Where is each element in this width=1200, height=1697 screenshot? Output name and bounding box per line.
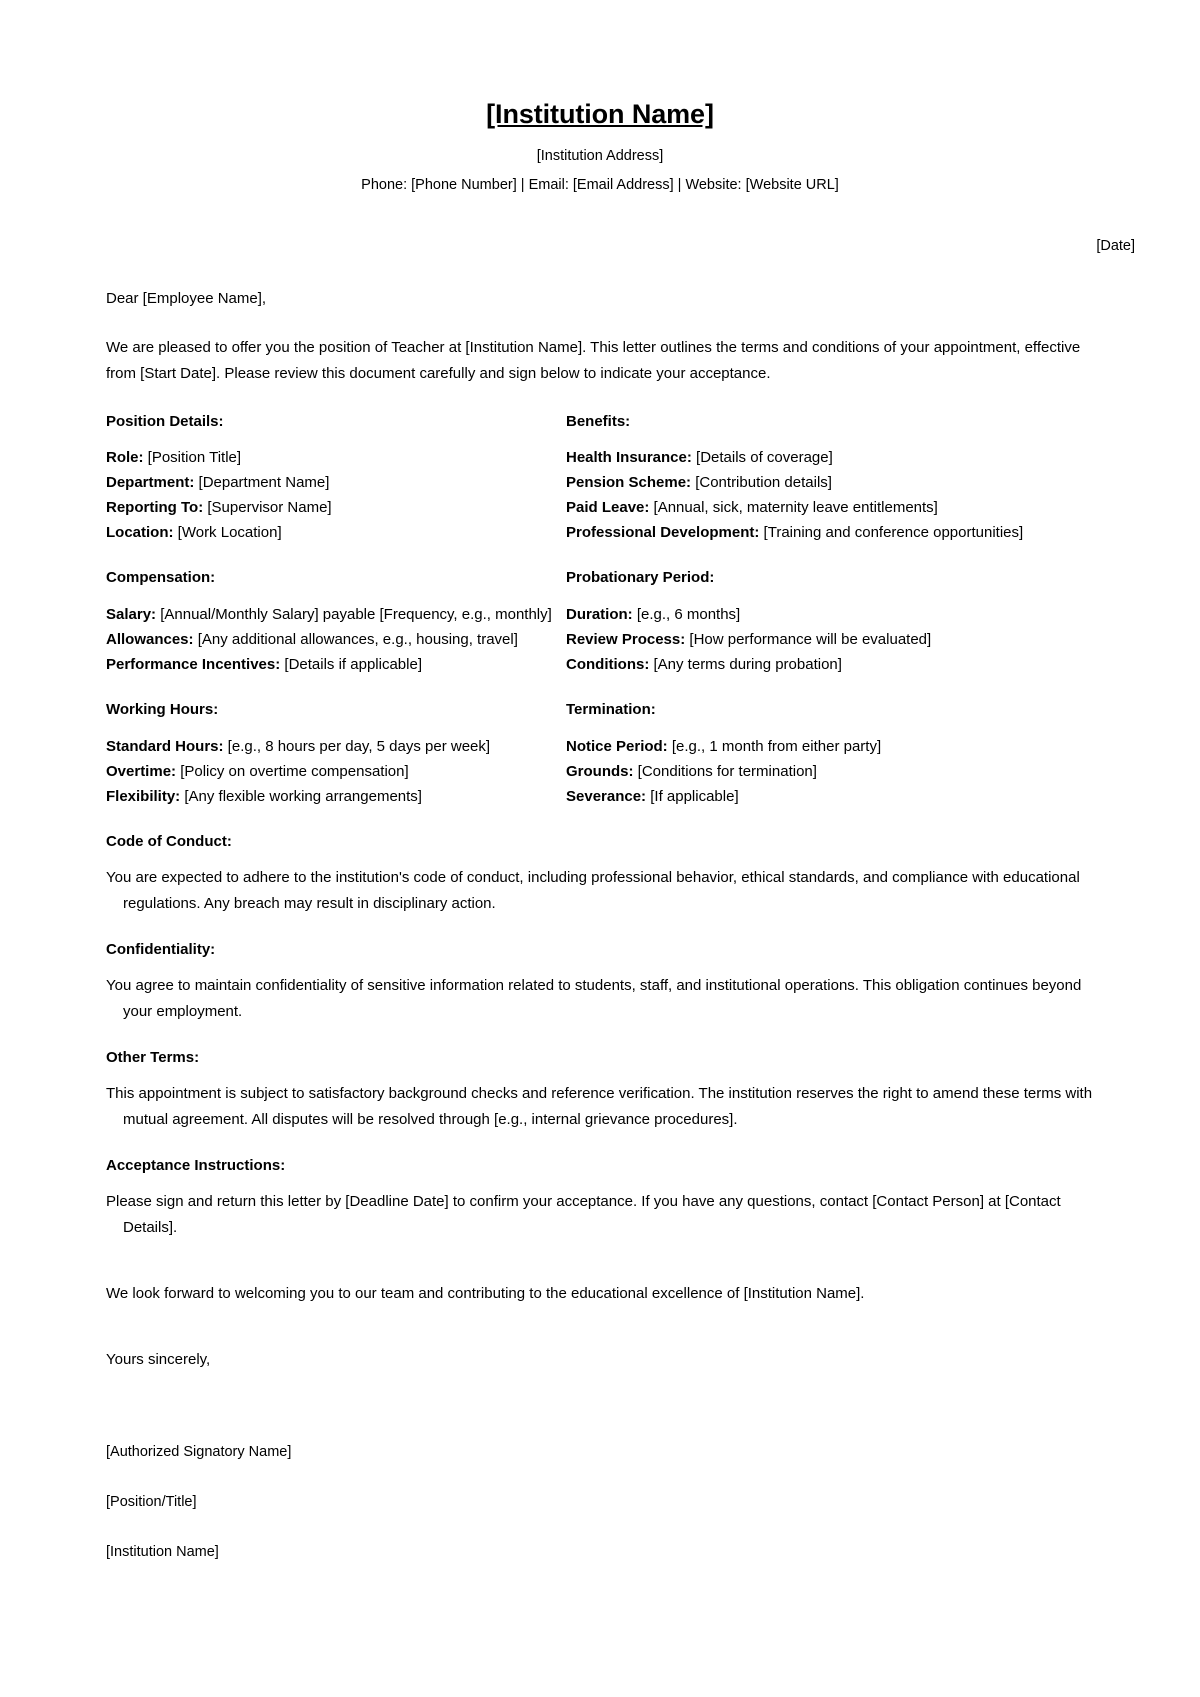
list-item <box>566 759 1098 784</box>
field-value: [Any flexible working arrangements] <box>180 787 422 805</box>
institution-contact-line: Phone: [Phone Number] | Email: [Email Address] | Website: [Website URL] <box>361 177 839 194</box>
intro-paragraph: We are pleased to offer you the position of Teacher at [Institution Name]. This letter outlines the terms and conditions of your appointment, effective from [Start Date]. Please review this document carefully and sign below to indicate your acceptance. <box>106 339 1081 382</box>
letterhead <box>40 0 1160 195</box>
section-heading: Confidentiality: <box>106 940 216 958</box>
field-label: Conditions: <box>566 655 650 673</box>
details-left-column <box>106 411 561 809</box>
field-label: Role: <box>106 449 144 467</box>
closing-paragraph: We look forward to welcoming you to our team and contributing to the educational excellence of [Institution Name]. <box>106 1285 865 1303</box>
section-paragraph: Please sign and return this letter by [Deadline Date] to confirm your acceptance. If you have any questions, contact [Contact Person] at [Contact Details]. <box>106 1193 1061 1237</box>
field-label: Health Insurance: <box>566 449 692 467</box>
field-label: Reporting To: <box>106 499 204 517</box>
section-heading: Benefits: <box>566 412 631 430</box>
field-label: Performance Incentives: <box>106 655 281 673</box>
section-position-details <box>106 411 561 546</box>
field-value: [Policy on overtime compensation] <box>176 762 409 780</box>
list-item <box>566 470 1098 495</box>
salutation: Dear [Employee Name], <box>106 290 267 308</box>
list-item <box>106 652 561 677</box>
list-item <box>106 759 561 784</box>
field-value: [Training and conference opportunities] <box>759 524 1024 542</box>
field-label: Flexibility: <box>106 787 181 805</box>
field-value: [Work Location] <box>173 524 282 542</box>
key-value-list <box>106 445 561 545</box>
section-heading: Other Terms: <box>106 1048 200 1066</box>
section-acceptance-instructions <box>106 1155 1098 1241</box>
section-working-hours <box>106 699 561 809</box>
details-right-column <box>561 411 1098 809</box>
field-label: Review Process: <box>566 630 686 648</box>
section-heading: Code of Conduct: <box>106 832 232 850</box>
signatory-title: [Position/Title] <box>106 1494 197 1511</box>
letter-body <box>40 290 1160 1563</box>
section-heading: Probationary Period: <box>566 569 715 587</box>
field-label: Grounds: <box>566 762 634 780</box>
letter-date: [Date] <box>1096 238 1135 255</box>
details-two-column <box>106 411 1098 809</box>
section-benefits <box>566 411 1098 546</box>
field-value: [e.g., 6 months] <box>632 605 741 623</box>
section-heading: Position Details: <box>106 412 224 430</box>
field-value: [If applicable] <box>646 787 739 805</box>
list-item <box>106 734 561 759</box>
list-item <box>106 520 561 545</box>
section-heading: Termination: <box>566 701 656 718</box>
field-value: [Annual, sick, maternity leave entitlements] <box>649 499 938 517</box>
field-label: Duration: <box>566 605 633 623</box>
list-item <box>566 445 1098 470</box>
field-value: [How performance will be evaluated] <box>685 630 932 648</box>
field-label: Standard Hours: <box>106 737 224 755</box>
list-item <box>566 627 1098 652</box>
field-value: [e.g., 1 month from either party] <box>667 737 882 755</box>
section-paragraph: This appointment is subject to satisfactory background checks and reference verification. The institution reserves the right to amend these terms with mutual agreement. All disputes will be resolved through [e.g., internal grievance procedures]. <box>106 1085 1093 1129</box>
field-label: Severance: <box>566 787 647 805</box>
section-heading: Compensation: <box>106 569 216 587</box>
list-item <box>106 445 561 470</box>
key-value-list <box>566 734 1098 809</box>
list-item <box>106 470 561 495</box>
field-label: Department: <box>106 474 195 492</box>
field-label: Overtime: <box>106 762 177 780</box>
list-item <box>566 652 1098 677</box>
list-item <box>106 784 561 809</box>
section-other-terms <box>106 1047 1098 1133</box>
field-label: Allowances: <box>106 630 194 648</box>
field-value: [Contribution details] <box>691 474 832 492</box>
field-value: [Any terms during probation] <box>649 655 842 673</box>
field-label: Salary: <box>106 605 157 623</box>
section-paragraph: You agree to maintain confidentiality of sensitive information related to students, staff, and institutional operations. This obligation continues beyond your employment. <box>106 977 1082 1021</box>
field-label: Professional Development: <box>566 524 760 542</box>
list-item <box>566 734 1098 759</box>
field-value: [e.g., 8 hours per day, 5 days per week] <box>223 737 491 755</box>
section-confidentiality <box>106 939 1098 1025</box>
list-item <box>566 495 1098 520</box>
list-item <box>566 520 1098 545</box>
list-item <box>106 495 561 520</box>
key-value-list <box>566 445 1098 545</box>
institution-name-title: [Institution Name] <box>486 99 714 129</box>
section-paragraph: You are expected to adhere to the institution's code of conduct, including professional behavior, ethical standards, and compliance with educational regulations. Any breach may result in disciplinary action. <box>106 869 1080 912</box>
letter-sheet <box>40 0 1160 1563</box>
section-code-of-conduct <box>106 831 1098 917</box>
field-label: Location: <box>106 524 174 542</box>
key-value-list <box>566 602 1098 677</box>
signature-block <box>106 1442 1098 1563</box>
field-value: [Supervisor Name] <box>203 499 332 517</box>
field-value: [Position Title] <box>143 449 242 467</box>
key-value-list <box>106 602 561 677</box>
field-label: Pension Scheme: <box>566 474 692 492</box>
section-heading: Working Hours: <box>106 701 219 718</box>
section-compensation <box>106 567 561 677</box>
list-item <box>106 627 561 652</box>
field-value: [Details if applicable] <box>280 655 422 673</box>
field-value: [Annual/Monthly Salary] payable [Frequency, e.g., monthly] <box>156 605 552 623</box>
field-value: [Any additional allowances, e.g., housing, travel] <box>193 630 518 648</box>
key-value-list <box>106 734 561 809</box>
list-item <box>566 784 1098 809</box>
field-label: Paid Leave: <box>566 499 650 517</box>
list-item <box>566 602 1098 627</box>
section-termination <box>566 699 1098 809</box>
list-item <box>106 602 561 627</box>
signoff: Yours sincerely, <box>106 1350 211 1368</box>
signatory-name: [Authorized Signatory Name] <box>106 1443 292 1460</box>
signatory-institution: [Institution Name] <box>106 1544 219 1561</box>
section-probationary-period <box>566 567 1098 677</box>
field-value: [Conditions for termination] <box>633 762 817 780</box>
field-value: [Details of coverage] <box>691 449 833 467</box>
field-value: [Department Name] <box>194 474 330 492</box>
field-label: Notice Period: <box>566 737 668 755</box>
section-heading: Acceptance Instructions: <box>106 1156 286 1174</box>
institution-address: [Institution Address] <box>536 148 664 165</box>
